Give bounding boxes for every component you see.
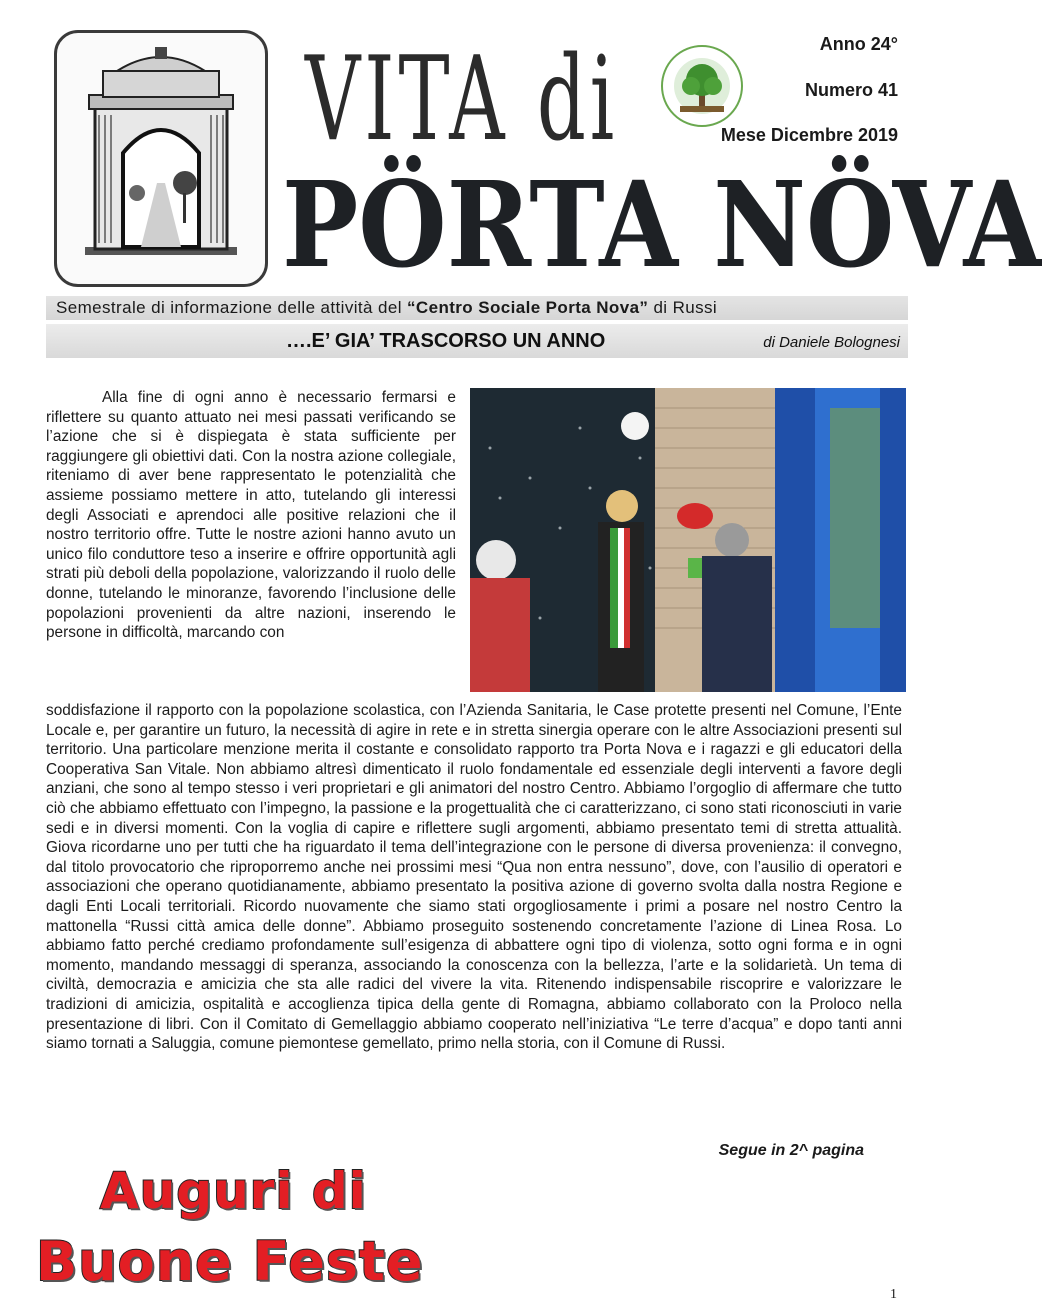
article-headline: ….E’ GIA’ TRASCORSO UN ANNO — [286, 330, 606, 352]
logo-frame — [54, 30, 268, 287]
subtitle-prefix: Semestrale di informazione delle attività del — [56, 298, 408, 317]
greeting-line2: Buone Feste — [36, 1230, 424, 1293]
issue-number: Numero 41 — [804, 80, 898, 100]
issue-year: Anno 24° — [819, 34, 898, 54]
greeting-line1: Auguri di — [100, 1162, 367, 1220]
association-badge — [660, 44, 744, 128]
article-paragraph-continued: soddisfazione il rapporto con la popolazione scolastica, con l’Azienda Sanitaria, le Case protette presenti nel Comune, l’Ente Locale e, per garantire un futuro, la necessità di agire in rete e in stretta sinergia operare con le altre Associazioni presenti sul territorio. Una particolare menzione merita il costante e consolidato rapporto tra Porta Nova e i ragazzi e gli educatori della Cooperativa San Vitale. Non abbiamo altresì dimenticato il ruolo fondamentale ed essenziale degli interventi a favore degli anziani, che sono al tempo stesso i veri proprietari e gli animatori del nostro Centro. Abbiamo l’orgoglio di affermare che tutto ciò che abbiamo effettuato con l’impegno, la passione e la progettualità che ci caratterizzano, ci sono stati riconosciuti in varie sedi e in diversi momenti. Con la voglia di capire e riflettere sugli argomenti, abbiamo presentato temi di stretta attualità. Giova ricordarne uno per tutti che ha riguardato il tema dell’integrazione con le persone di diversa provenienza: il convegno, dal titolo provocatorio che riproporremo anche nei prossimi mesi “Qua non entra nessuno”, dove, con l’ausilio di operatori e associazioni che operano quotidianamente, abbiamo presentato la positiva azione di governo svolta dalla nostra Regione e dagli Enti Locali territoriali. Ricordo nuovamente che siamo stati orgogliosamente i primi a posare nel nostro Centro la mattonella “Russi città amica delle donne”. Abbiamo proseguito sostenendo concretamente l’azione di Linea Rosa. Lo abbiamo fatto perché crediamo profondamente sull’esigenza di abbattere ogni tipo di violenza, sotto ogni forma e in ogni momento, mandando messaggi di speranza, associando la conoscenza con la bellezza, l’arte e la solidarietà. Un tema di civiltà, democrazia e amicizia che sta alle radici del vivere la vita. Ritenendo indispensabile riscoprire e valorizzare le tradizioni di amicizia, ospitalità e accoglienza tipica della gente di Romagna, abbiamo collaborato con la Proloco nella presentazione di libri. Con il Comitato di Gemellaggio abbiamo cooperato nell’iniziativa “Le terre d’acqua” e dopo tanti anni siamo tornati a Saluggia, comune piemontese gemellato, primo nella storia, con il Comune di Russi. — [46, 702, 902, 1053]
article-photo — [470, 388, 906, 692]
page-number: 1 — [890, 1287, 897, 1302]
city-gate-arch-icon — [57, 33, 265, 284]
subtitle-bar — [46, 296, 908, 320]
masthead-title-line2: PÖRTA NÖVA — [282, 155, 1042, 294]
article-paragraph-intro: Alla fine di ogni anno è necessario fermarsi e riflettere su quanto attuato nei mesi passati verificando se l’azione che si è dispiegata è stata sufficiente per raggiungere gli obiettivi dati. Con la nostra azione collegiale, riteniamo di aver bene rappresentato le potenzialità che assieme possiamo mettere in atto, tutelando gli interessi degli Associati e aprendoci alle positive relazioni che il nostro territorio offre. Tutte le nostre azioni hanno avuto un unico filo conduttore teso a inserire e offrire opportunità agli strati più deboli della popolazione, valorizzando il ruolo delle donne, tutelando le minoranze, favorendo l’inclusione delle popolazioni provenienti da altre nazioni, inserendo le persone in difficoltà, marcando con — [46, 389, 456, 642]
photo-plaque-unveiling-icon — [470, 388, 906, 692]
masthead-title-line1: VITA di — [305, 32, 619, 167]
subtitle-suffix: di Russi — [648, 298, 718, 317]
issue-month: Mese Dicembre 2019 — [720, 125, 898, 145]
subtitle-org: “Centro Sociale Porta Nova” — [407, 298, 649, 317]
continue-note: Segue in 2^ pagina — [718, 1142, 864, 1159]
article-byline: di Daniele Bolognesi — [763, 334, 900, 351]
